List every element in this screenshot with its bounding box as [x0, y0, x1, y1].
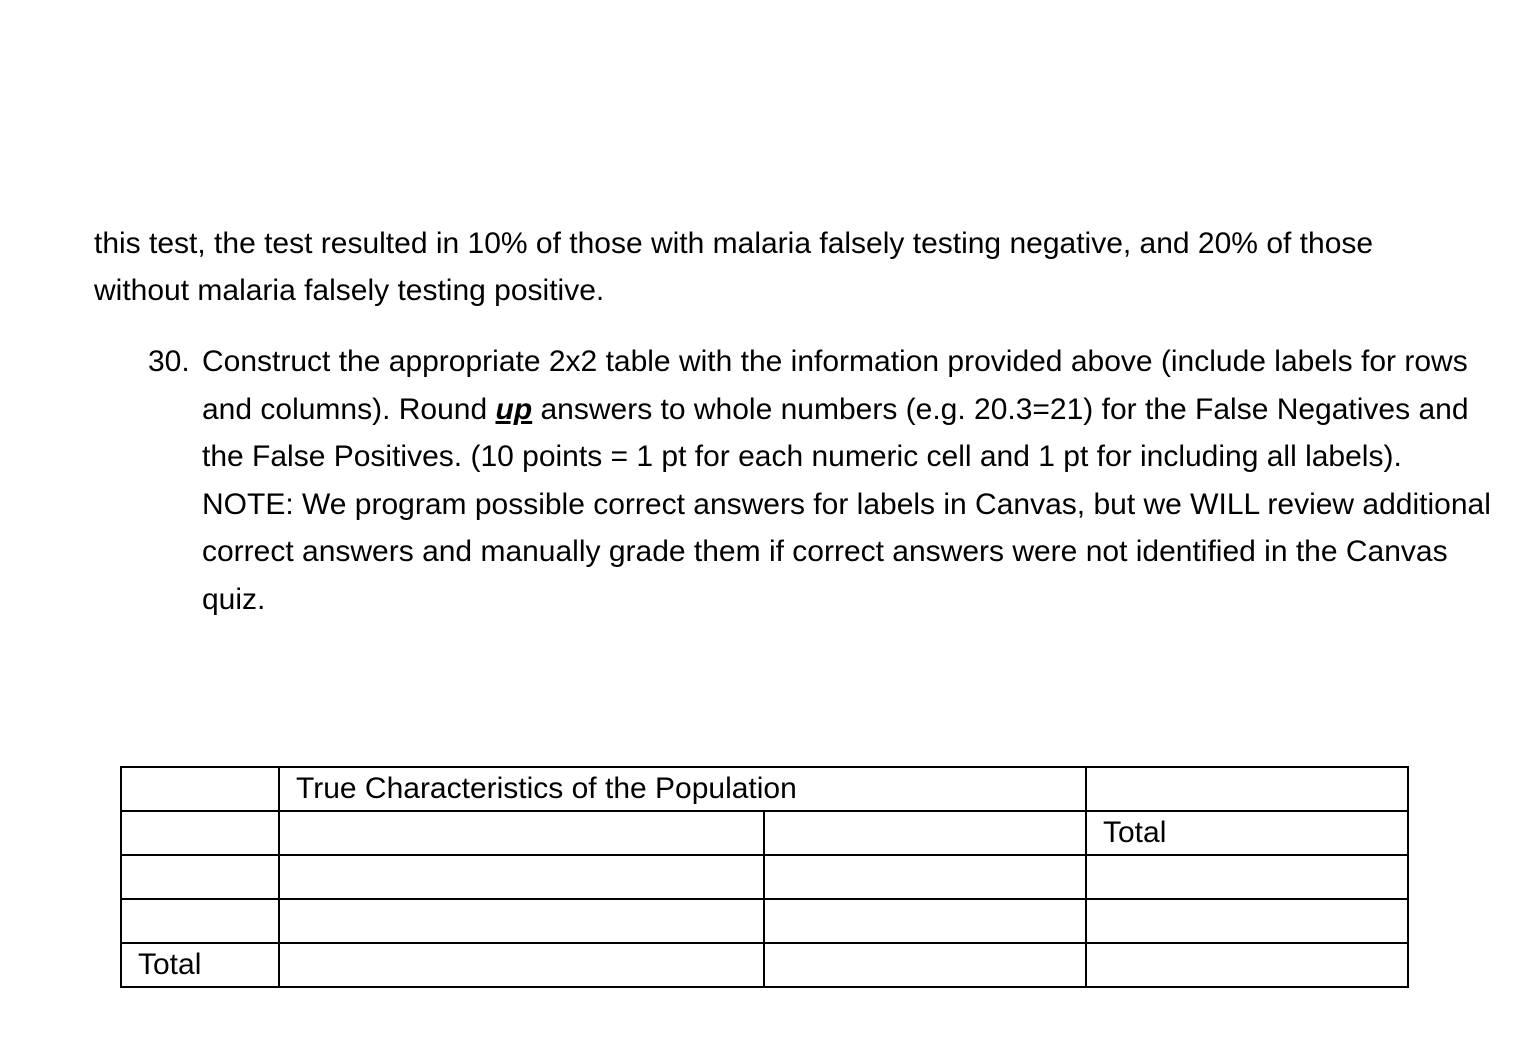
table-cell — [1086, 855, 1408, 899]
table-row — [121, 943, 1408, 987]
table-header-true-characteristics: True Characteristics of the Population — [279, 767, 1086, 811]
table-cell — [279, 811, 764, 855]
table-cell — [121, 855, 279, 899]
table-row — [121, 855, 1408, 899]
table-row — [121, 811, 1408, 855]
table-row — [121, 899, 1408, 943]
table-cell — [121, 767, 279, 811]
emphasized-word: up — [495, 392, 533, 426]
question-text-part-1: Construct the appropriate 2x2 table with the information provided above (include labels for rows and columns). Round — [202, 345, 1468, 426]
table-cell — [764, 855, 1086, 899]
table-cell — [764, 943, 1086, 987]
table-cell — [121, 899, 279, 943]
table-cell — [279, 855, 764, 899]
table-column-total-label: Total — [1086, 811, 1408, 855]
table-cell — [279, 899, 764, 943]
question-number: 30. — [148, 345, 190, 378]
table-cell — [279, 943, 764, 987]
question-instructions — [202, 338, 1518, 481]
table-cell — [1086, 899, 1408, 943]
question-note: NOTE: We program possible correct answers for labels in Canvas, but we WILL review additional correct answers and manually grade them if correct answers were not identified in the Canvas quiz. — [202, 487, 1491, 616]
table-cell — [1086, 943, 1408, 987]
table-row — [121, 767, 1408, 811]
question-body — [202, 338, 1518, 623]
table-cell — [764, 811, 1086, 855]
table-cell — [764, 899, 1086, 943]
two-by-two-table — [120, 766, 1409, 988]
intro-paragraph: this test, the test resulted in 10% of those with malaria falsely testing negative, and 20% of those without malaria falsely testing positive. — [94, 227, 1374, 307]
table-cell — [121, 811, 279, 855]
table-row-total-label: Total — [121, 943, 279, 987]
table-cell — [1086, 767, 1408, 811]
question-text-part-2: answers to whole numbers (e.g. 20.3=21) for the False Negatives and the False Positives. (10 points = 1 pt for each numeric cell and 1 pt for including all labels). — [202, 392, 1469, 473]
